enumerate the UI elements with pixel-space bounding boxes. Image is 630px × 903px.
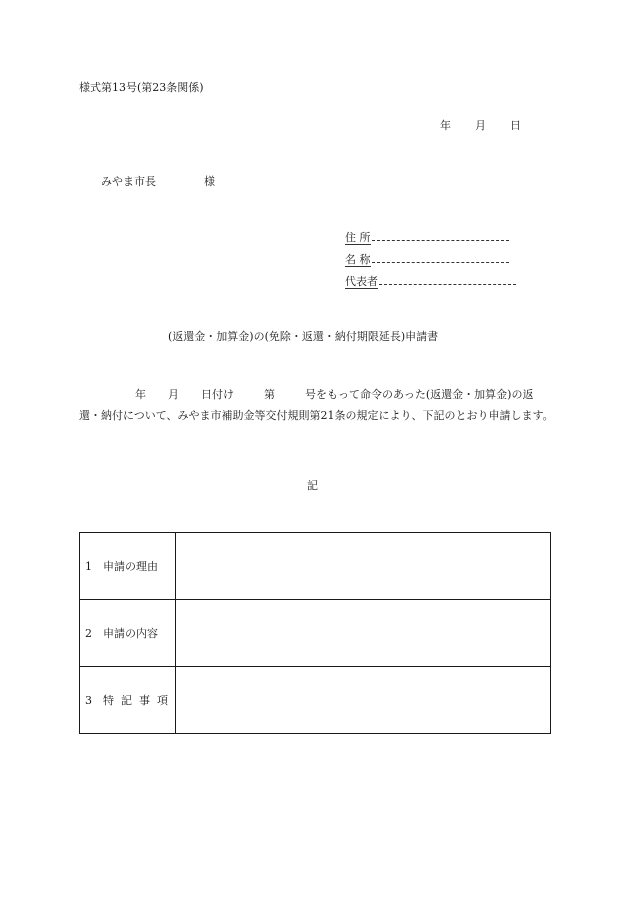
applicant-name-label: 名 称 xyxy=(345,253,371,266)
item-number: 3 xyxy=(85,693,92,707)
applicant-representative-field[interactable] xyxy=(379,277,516,285)
ki-heading: 記 xyxy=(307,479,318,492)
table-row xyxy=(80,667,551,734)
item-label-cell xyxy=(80,667,176,734)
date-day-label: 日 xyxy=(510,119,521,132)
item-number: 1 xyxy=(85,559,92,573)
date-year-label: 年 xyxy=(440,119,451,132)
items-table xyxy=(79,532,551,734)
date-line xyxy=(440,120,521,131)
applicant-representative-row xyxy=(345,276,516,289)
body-year: 年 xyxy=(135,388,146,401)
item-label-cell xyxy=(80,600,176,667)
document-title: (返還金・加算金)の(免除・返還・納付期限延長)申請書 xyxy=(168,330,439,343)
table-row xyxy=(80,600,551,667)
applicant-representative-label: 代表者 xyxy=(345,275,378,288)
addressee xyxy=(101,176,215,187)
addressee-name: みやま市長 xyxy=(101,175,156,188)
applicant-address-field[interactable] xyxy=(372,233,509,241)
applicant-address-label: 住 所 xyxy=(345,231,371,244)
item-label-cell xyxy=(80,533,176,600)
item-label: 申請の理由 xyxy=(103,559,158,573)
item-value-cell[interactable] xyxy=(176,667,551,734)
body-no-prefix: 第 xyxy=(264,388,275,401)
applicant-name-row xyxy=(345,254,509,267)
document-body xyxy=(79,384,554,426)
form-number: 様式第13号(第23条関係) xyxy=(79,81,204,94)
item-value-cell[interactable] xyxy=(176,533,551,600)
date-month-label: 月 xyxy=(475,119,486,132)
item-label: 申請の内容 xyxy=(103,626,158,640)
applicant-name-field[interactable] xyxy=(372,255,509,263)
item-label: 特記事項 xyxy=(103,693,175,707)
applicant-address-row xyxy=(345,232,509,245)
table-row xyxy=(80,533,551,600)
body-text: 号をもって命令のあった(返還金・加算金)の返還・納付について、みやま市補助金等交付規則第21条の規定により、下記のとおり申請します。 xyxy=(79,388,554,422)
item-number: 2 xyxy=(85,626,92,640)
body-date-suffix: 日付け xyxy=(201,388,234,401)
addressee-honorific: 様 xyxy=(204,175,215,188)
item-value-cell[interactable] xyxy=(176,600,551,667)
body-month: 月 xyxy=(168,388,179,401)
